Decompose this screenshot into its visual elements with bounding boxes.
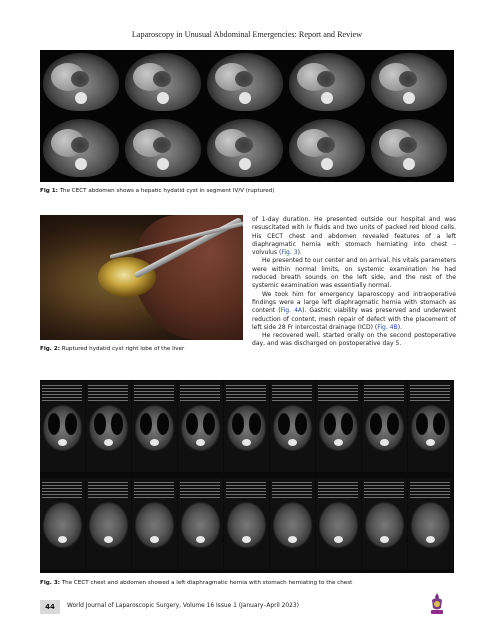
ct-tile	[86, 381, 131, 472]
figure-1-caption	[40, 188, 454, 195]
ct-tile	[316, 478, 361, 569]
ct-header-text-block	[42, 480, 82, 498]
figure-4a-reference-link[interactable]: Fig. 4A	[280, 307, 303, 315]
paragraph-3-tail: ).	[397, 323, 402, 331]
ct-tile	[86, 478, 131, 569]
ct-slice	[207, 119, 283, 177]
contrast-shadow	[426, 536, 435, 543]
publisher-logo-icon	[424, 591, 450, 617]
ct-body-section	[181, 502, 220, 548]
ct-header-text-block	[318, 383, 358, 401]
ct-slice	[43, 53, 119, 111]
lung-shadow	[249, 413, 261, 435]
paragraph-1-text: of 1-day duration. He presented outside our hospital and was resuscitated with iv fluids and two units of packed red blood cells. His CECT chest and abdomen revealed features of a left diaphragmatic hernia with stomach herniating into chest – volvulus (	[252, 216, 456, 257]
ct-body-section	[89, 405, 128, 451]
lung-shadow	[232, 413, 244, 435]
ct-tile	[408, 381, 453, 472]
spine-shadow	[157, 92, 169, 104]
ct-slice	[207, 53, 283, 111]
cyst-shadow	[235, 71, 253, 87]
figure-2-caption-text: Ruptured hydatid cyst right lobe of the liver	[59, 346, 185, 352]
spine-shadow	[239, 92, 251, 104]
paragraph-1	[252, 216, 456, 257]
ct-header-text-block	[88, 383, 128, 401]
lung-shadow	[65, 413, 77, 435]
figure-1-caption-text: The CECT abdomen shows a hepatic hydatid cyst in segment IV/V (ruptured)	[57, 188, 275, 194]
ct-header-text-block	[134, 480, 174, 498]
cyst-shadow	[399, 71, 417, 87]
paragraph-3-middle: ). Gastric viability was preserved and underwent reduction of content, mesh repair of defect with the placement of left side 28 Fr intercostal drainage (ICD) (	[252, 307, 456, 331]
journal-citation: World Journal of Laparoscopic Surgery, Volume 16 Issue 1 (January–April 2023)	[67, 603, 299, 609]
ct-slice	[289, 119, 365, 177]
paragraph-2: He presented to our center and on arrival, his vitals parameters were within normal limits, on systemic examination he had reduced breath sounds on the left side, and the rest of the systemic examination was essentially normal.	[252, 257, 456, 290]
ct-body-section	[411, 405, 450, 451]
spine-shadow	[239, 158, 251, 170]
ct-slice	[371, 53, 447, 111]
ct-slice	[125, 53, 201, 111]
ct-header-text-block	[88, 480, 128, 498]
lung-shadow	[203, 413, 215, 435]
lung-shadow	[387, 413, 399, 435]
paragraph-3-text: We took him for emergency laparoscopy and intraoperative findings were a large left diaphragmatic hernia with stomach as content (	[252, 290, 456, 315]
ct-body-section	[273, 502, 312, 548]
ct-body-section	[89, 502, 128, 548]
ct-tile	[362, 478, 407, 569]
ct-body-section	[227, 502, 266, 548]
ct-header-text-block	[410, 480, 450, 498]
ct-header-text-block	[226, 383, 266, 401]
ct-body-section	[365, 405, 404, 451]
cyst-shadow	[235, 137, 253, 153]
figure-1-ct-image	[40, 50, 454, 182]
ct-header-text-block	[42, 383, 82, 401]
spine-shadow	[321, 92, 333, 104]
ct-slice	[289, 53, 365, 111]
figure-3-reference-link[interactable]: Fig. 3	[281, 249, 298, 257]
figure-3-caption	[40, 580, 454, 587]
cyst-shadow	[317, 137, 335, 153]
spine-shadow	[75, 92, 87, 104]
figure-4b-reference-link[interactable]: Fig. 4B	[377, 323, 398, 331]
paragraph-4: He recovered well, started orally on the second postoperative day, and was discharged on postoperative day 5.	[252, 332, 456, 348]
lung-shadow	[416, 413, 428, 435]
ct-tile	[270, 478, 315, 569]
ct-header-text-block	[364, 480, 404, 498]
contrast-shadow	[380, 536, 389, 543]
contrast-shadow	[104, 536, 113, 543]
ct-header-text-block	[134, 383, 174, 401]
ct-body-section	[273, 405, 312, 451]
running-title: Laparoscopy in Unusual Abdominal Emergencies: Report and Review	[131, 30, 363, 39]
contrast-shadow	[58, 439, 67, 446]
figure-3-ct-image	[40, 380, 454, 573]
figure-2-laparoscopy-image	[40, 215, 243, 340]
lung-shadow	[341, 413, 353, 435]
figure-3-caption-label: Fig. 3:	[40, 580, 60, 586]
ct-header-text-block	[226, 480, 266, 498]
contrast-shadow	[58, 536, 67, 543]
lung-shadow	[433, 413, 445, 435]
ct-header-text-block	[410, 383, 450, 401]
ct-header-text-block	[272, 480, 312, 498]
contrast-shadow	[288, 536, 297, 543]
lung-shadow	[111, 413, 123, 435]
ct-tile	[316, 381, 361, 472]
contrast-shadow	[104, 439, 113, 446]
contrast-shadow	[380, 439, 389, 446]
paragraph-1-tail: ).	[297, 249, 302, 257]
cyst-shadow	[399, 137, 417, 153]
figure-1-caption-label: Fig 1:	[40, 188, 58, 194]
page-number: 44	[40, 600, 60, 614]
contrast-shadow	[334, 536, 343, 543]
spine-shadow	[157, 158, 169, 170]
ct-slice	[371, 119, 447, 177]
ct-body-section	[135, 502, 174, 548]
ct-body-section	[319, 405, 358, 451]
ct-tile	[40, 478, 85, 569]
figure-2-caption	[40, 346, 243, 353]
ct-body-section	[43, 405, 82, 451]
contrast-shadow	[242, 536, 251, 543]
contrast-shadow	[150, 439, 159, 446]
spine-shadow	[321, 158, 333, 170]
cyst-shadow	[153, 137, 171, 153]
ct-tile	[408, 478, 453, 569]
lung-shadow	[186, 413, 198, 435]
ct-body-section	[135, 405, 174, 451]
ct-body-section	[43, 502, 82, 548]
lung-shadow	[140, 413, 152, 435]
contrast-shadow	[288, 439, 297, 446]
lung-shadow	[48, 413, 60, 435]
lung-shadow	[370, 413, 382, 435]
ct-body-section	[227, 405, 266, 451]
ct-header-text-block	[364, 383, 404, 401]
lung-shadow	[157, 413, 169, 435]
ct-tile	[40, 381, 85, 472]
contrast-shadow	[334, 439, 343, 446]
ct-header-text-block	[180, 480, 220, 498]
ruptured-cyst-region	[98, 257, 156, 297]
ct-body-section	[181, 405, 220, 451]
ct-tile	[132, 381, 177, 472]
spine-shadow	[75, 158, 87, 170]
ct-body-section	[365, 502, 404, 548]
contrast-shadow	[150, 536, 159, 543]
ct-tile	[178, 478, 223, 569]
ct-header-text-block	[318, 480, 358, 498]
figure-3-caption-text: The CECT chest and abdomen showed a left diaphragmatic hernia with stomach herniating to the chest	[59, 580, 353, 586]
cyst-shadow	[153, 71, 171, 87]
contrast-shadow	[242, 439, 251, 446]
ct-tile	[270, 381, 315, 472]
ct-body-section	[411, 502, 450, 548]
cyst-shadow	[317, 71, 335, 87]
spine-shadow	[403, 92, 415, 104]
contrast-shadow	[196, 439, 205, 446]
figure-2-caption-label: Fig. 2:	[40, 346, 60, 352]
cyst-shadow	[71, 71, 89, 87]
ct-header-text-block	[180, 383, 220, 401]
ct-header-text-block	[272, 383, 312, 401]
lung-shadow	[295, 413, 307, 435]
ct-body-section	[319, 502, 358, 548]
lung-shadow	[324, 413, 336, 435]
lung-shadow	[94, 413, 106, 435]
contrast-shadow	[196, 536, 205, 543]
ct-tile	[362, 381, 407, 472]
cyst-shadow	[71, 137, 89, 153]
ct-tile	[224, 478, 269, 569]
ct-slice	[43, 119, 119, 177]
ct-tile	[224, 381, 269, 472]
spine-shadow	[403, 158, 415, 170]
contrast-shadow	[426, 439, 435, 446]
lung-shadow	[278, 413, 290, 435]
body-text-column	[252, 216, 456, 349]
paragraph-3	[252, 291, 456, 332]
ct-tile	[178, 381, 223, 472]
ct-slice	[125, 119, 201, 177]
ct-tile	[132, 478, 177, 569]
